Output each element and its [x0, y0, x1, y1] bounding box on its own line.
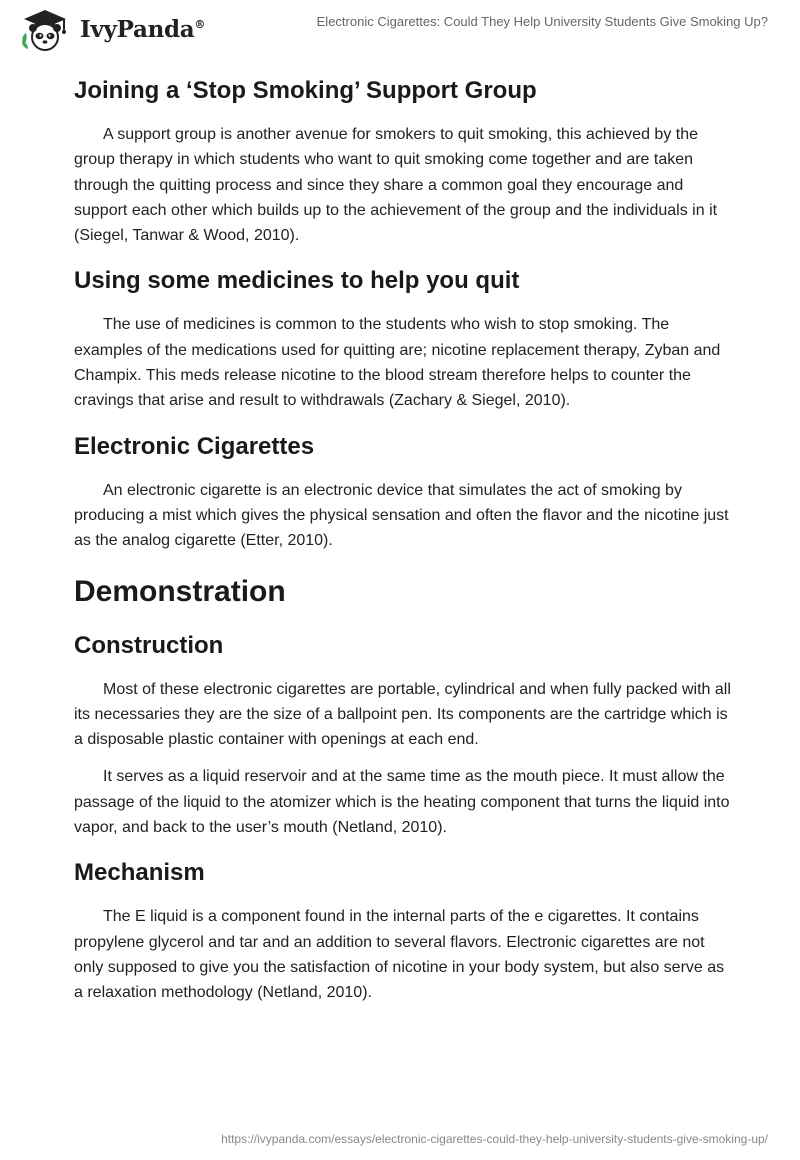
- paragraph: A support group is another avenue for smokers to quit smoking, this achieved by the group therapy in which students who want to quit smoking come together and are taken through the quitting process and since they share a common goal they encourage and support each other which builds up to the achievement of the group and the individuals in it (Siegel, Tanwar & Wood, 2010).: [74, 126, 718, 245]
- paragraph: Most of these electronic cigarettes are portable, cylindrical and when fully packed with all its necessaries they are the size of a ballpoint pen. Its components are the cartridge which is a disposable plastic container with openings at each end.: [74, 680, 731, 749]
- paragraph: It serves as a liquid reservoir and at the same time as the mouth piece. It must allow the passage of the liquid to the atomizer which is the heating component that turns the liquid into vapor, and back to the user’s mouth (Netland, 2010).: [74, 768, 730, 837]
- paragraph: The use of medicines is common to the students who wish to stop smoking. The examples of the medications used for quitting are; nicotine replacement therapy, Zyban and Champix. This meds release nicotine to the blood stream therefore helps to counter the cravings that arise and result to withdrawals (Zachary & Siegel, 2010).: [74, 316, 721, 410]
- page-header: [0, 0, 800, 60]
- section-heading: Electronic Cigarettes: [74, 432, 315, 460]
- paragraph: The E liquid is a component found in the internal parts of the e cigarettes. It contains propylene glycerol and tar and an addition to several flavors. Electronic cigarettes are not only supposed to give you the satisfaction of nicotine in your body system, but also serve as a relaxation methodology (Netland, 2010).: [74, 908, 725, 1002]
- section-heading: Construction: [74, 631, 224, 659]
- source-url[interactable]: https://ivypanda.com/essays/electronic-cigarettes-could-they-help-university-students-give-smoking-up/: [221, 1132, 768, 1146]
- logo-text: IvyPanda®: [80, 15, 206, 43]
- section-heading: Joining a ‘Stop Smoking’ Support Group: [74, 77, 537, 104]
- section-heading: Mechanism: [74, 859, 205, 887]
- section-heading: Using some medicines to help you quit: [74, 267, 520, 295]
- panda-graduate-icon: [16, 7, 74, 51]
- ivypanda-logo[interactable]: [16, 7, 205, 51]
- essay-content: [74, 70, 734, 1006]
- major-heading: Demonstration: [74, 574, 286, 608]
- document-title: Electronic Cigarettes: Could They Help University Students Give Smoking Up?: [316, 14, 768, 29]
- paragraph: An electronic cigarette is an electronic device that simulates the act of smoking by producing a mist which gives the physical sensation and often the flavor and the nicotine just as the analog cigarette (Etter, 2010).: [74, 481, 729, 550]
